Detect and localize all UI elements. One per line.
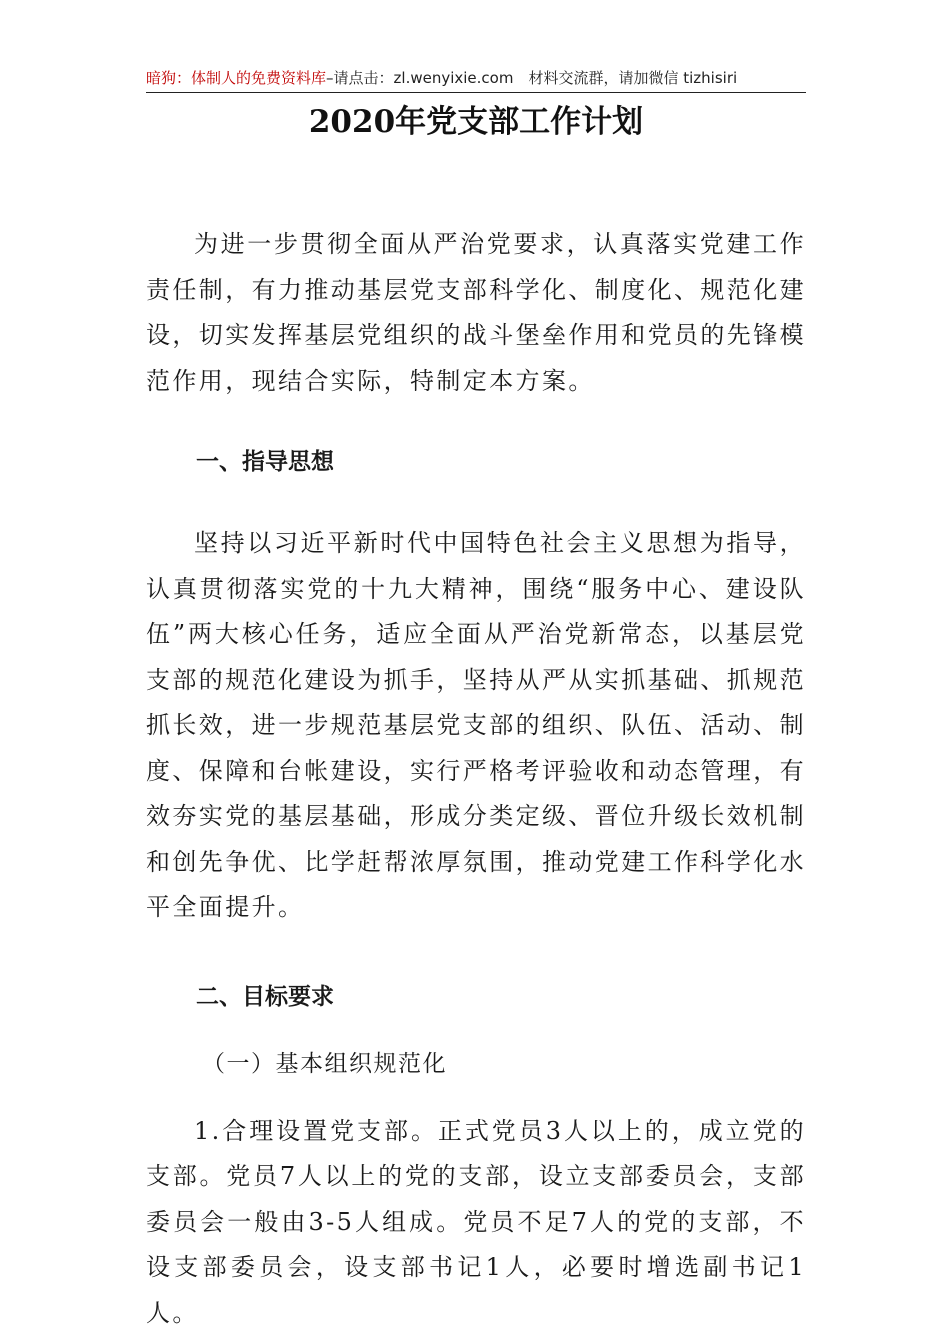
header-divider xyxy=(146,92,806,93)
header-wechat-note: 材料交流群，请加微信 tizhisiri xyxy=(528,69,738,87)
document-title: 2020年党支部工作计划 xyxy=(308,104,644,140)
header-url-link[interactable]: zl.wenyixie.com xyxy=(393,69,514,87)
guiding-thought-paragraph: 坚持以习近平新时代中国特色社会主义思想为指导，认真贯彻落实党的十九大精神，围绕“服务中心、建设队伍”两大核心任务，适应全面从严治党新常态，以基层党支部的规范化建设为抓手，坚持从严从实抓基础、抓规范抓长效，进一步规范基层党支部的组织、队伍、活动、制度、保障和台帐建设，实行严格考评验收和动态管理，有效夯实党的基层基础，形成分类定级、晋位升级长效机制和创先争优、比学赶帮浓厚氛围，推动党建工作科学化水平全面提升。 xyxy=(146,529,806,921)
section-heading-guiding-thought: 一、指导思想 xyxy=(196,449,334,475)
document-body xyxy=(146,222,806,1336)
header-click-label: –请点击： xyxy=(326,69,394,87)
page-header xyxy=(146,66,806,90)
header-brand: 暗狗：体制人的免费资料库 xyxy=(146,69,327,87)
intro-paragraph: 为进一步贯彻全面从严治党要求，认真落实党建工作责任制，有力推动基层党支部科学化、制度化、规范化建设，切实发挥基层党组织的战斗堡垒作用和党员的先锋模范作用，现结合实际，特制定本方案。 xyxy=(146,230,806,395)
subsection-heading-basic-organization: （一）基本组织规范化 xyxy=(202,1050,447,1077)
item-1-paragraph: 1.合理设置党支部。正式党员3人以上的，成立党的支部。党员7人以上的党的支部，设立支部委员会，支部委员会一般由3-5人组成。党员不足7人的党的支部，不设支部委员会，设支部书记1人，必要时增选副书记1人。 xyxy=(146,1116,806,1327)
section-heading-goals: 二、目标要求 xyxy=(196,983,334,1010)
